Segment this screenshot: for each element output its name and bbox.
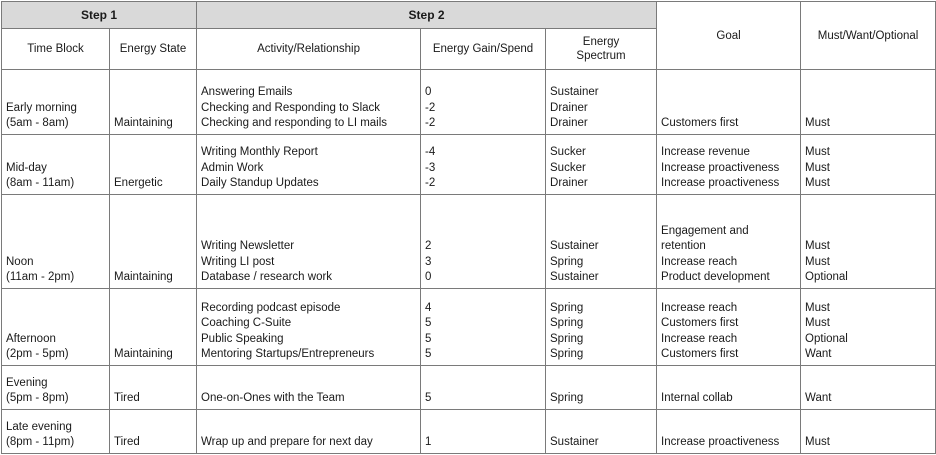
priority-cell [801,366,936,410]
time-block-cell [2,195,110,289]
energy-spectrum-cell [546,195,657,289]
priority-cell-line: Must [805,436,830,449]
table-row [2,410,936,454]
energy-gain-cell-line: 2 [425,240,432,253]
goal-header: Goal [657,2,801,70]
goal-cell-line: Customers first [661,348,739,361]
goal-cell-line: Increase reach [661,255,738,268]
energy-spectrum-cell-line: Spring [550,348,584,361]
time-block-cell-line: (8am - 11am) [6,177,75,190]
energy-gain-cell-line: 0 [425,86,432,99]
energy-state-cell-text: Maintaining [114,117,173,130]
priority-cell-line: Must [805,301,830,314]
energy-state-cell [110,366,197,410]
activity-cell-line: Writing LI post [201,255,275,268]
goal-cell-line: Increase proactiveness [661,177,780,190]
step-1-header: Step 1 [2,2,197,29]
energy-state-cell-text: Tired [114,392,140,405]
energy-gain-cell-line: 5 [425,332,432,345]
energy-state-cell [110,195,197,289]
activity-cell-line: Checking and responding to LI mails [201,117,388,130]
activity-cell-line: Writing Monthly Report [201,146,318,159]
energy-gain-cell-line: 5 [425,317,432,330]
priority-cell-line: Optional [805,271,848,284]
goal-cell-line: Customers first [661,317,739,330]
time-block-cell [2,70,110,135]
activity-cell [197,135,421,195]
energy-gain-cell-line: -2 [425,101,436,114]
energy-spectrum-cell-line: Drainer [550,177,588,190]
time-block-cell-line: Early morning [6,101,77,114]
time-block-cell-line: Mid-day [6,161,47,174]
time-block-cell-line: (5am - 8am) [6,117,69,130]
activity-header: Activity/Relationship [197,29,421,70]
activity-cell-line: Public Speaking [201,332,284,345]
energy-spectrum-cell-line: Spring [550,332,584,345]
priority-cell-line: Must [805,146,830,159]
energy-spectrum-cell-line: Sustainer [550,240,599,253]
goal-cell-line: Internal collab [661,392,733,405]
table-row [2,366,936,410]
priority-header: Must/Want/Optional [801,2,936,70]
activity-cell-line: Coaching C-Suite [201,317,292,330]
activity-cell-line: Answering Emails [201,86,293,99]
priority-cell-line: Want [805,392,832,405]
spectrum-header-line2: Spectrum [576,50,626,62]
time-block-cell-line: (5pm - 8pm) [6,392,69,405]
goal-cell [657,70,801,135]
activity-cell [197,195,421,289]
energy-state-cell-text: Maintaining [114,348,173,361]
goal-cell-line: retention [661,240,706,253]
time-block-cell [2,289,110,366]
energy-state-cell [110,410,197,454]
goal-cell-line: Product development [661,271,770,284]
activity-cell [197,70,421,135]
energy-spectrum-cell-line: Drainer [550,117,588,130]
goal-cell-line: Increase reach [661,301,738,314]
energy-gain-cell-line: 0 [425,271,432,284]
goal-cell [657,135,801,195]
goal-cell-line: Increase revenue [661,146,750,159]
priority-cell [801,70,936,135]
time-block-cell [2,135,110,195]
energy-state-cell [110,289,197,366]
goal-cell [657,289,801,366]
priority-cell [801,410,936,454]
energy-gain-cell-line: -2 [425,177,436,190]
energy-gain-cell-line: 5 [425,348,432,361]
activity-cell-line: One-on-Ones with the Team [201,392,345,405]
goal-cell [657,410,801,454]
energy-state-header: Energy State [110,29,197,70]
goal-cell-line: Increase proactiveness [661,436,780,449]
activity-cell-line: Recording podcast episode [201,301,341,314]
energy-gain-cell [421,70,546,135]
energy-spectrum-cell-line: Spring [550,317,584,330]
goal-cell-line: Engagement and [661,224,749,237]
activity-cell-line: Writing Newsletter [201,240,295,253]
activity-cell-line: Admin Work [201,161,264,174]
time-block-cell-line: Afternoon [6,332,56,345]
energy-spectrum-cell-line: Sustainer [550,436,599,449]
goal-cell-line: Customers first [661,117,739,130]
table-row [2,70,936,135]
time-block-cell-line: Late evening [6,420,72,433]
time-block-cell-line: (11am - 2pm) [6,271,75,284]
energy-gain-cell [421,195,546,289]
energy-gain-cell [421,289,546,366]
energy-gain-cell-line: 3 [425,255,432,268]
priority-cell-line: Want [805,348,832,361]
activity-cell-line: Wrap up and prepare for next day [201,436,373,449]
activity-cell-line: Database / research work [201,271,333,284]
energy-spectrum-cell-line: Sucker [550,146,586,159]
energy-spectrum-cell [546,366,657,410]
energy-state-cell [110,135,197,195]
priority-cell-line: Must [805,177,830,190]
goal-cell-line: Increase reach [661,332,738,345]
priority-cell-line: Must [805,240,830,253]
priority-cell-line: Must [805,117,830,130]
priority-cell [801,195,936,289]
priority-cell [801,289,936,366]
time-block-cell-line: (2pm - 5pm) [6,348,69,361]
step-2-header: Step 2 [197,2,657,29]
energy-spectrum-cell [546,410,657,454]
activity-cell-line: Daily Standup Updates [201,177,319,190]
activity-cell [197,289,421,366]
energy-spectrum-cell-line: Sustainer [550,271,599,284]
activity-cell-line: Mentoring Startups/Entrepreneurs [201,348,375,361]
energy-spectrum-cell-line: Spring [550,301,584,314]
energy-spectrum-cell-line: Sucker [550,161,586,174]
table-body [2,70,936,454]
energy-spectrum-header [546,29,657,70]
activity-cell-line: Checking and Responding to Slack [201,101,381,114]
activity-cell [197,366,421,410]
energy-state-cell-text: Energetic [114,177,163,190]
priority-cell-line: Must [805,317,830,330]
table-row [2,289,936,366]
energy-gain-cell [421,410,546,454]
table-row [2,195,936,289]
energy-gain-header: Energy Gain/Spend [421,29,546,70]
spectrum-header-line1: Energy [582,36,620,48]
energy-schedule-table [1,1,936,454]
energy-gain-cell-line: 4 [425,301,432,314]
energy-state-cell-text: Maintaining [114,271,173,284]
goal-cell-line: Increase proactiveness [661,161,780,174]
priority-cell-line: Optional [805,332,848,345]
energy-spectrum-cell-line: Spring [550,392,584,405]
energy-gain-cell [421,135,546,195]
energy-gain-cell-line: 1 [425,436,432,449]
time-block-cell [2,410,110,454]
goal-cell [657,195,801,289]
priority-cell [801,135,936,195]
time-block-cell-line: Evening [6,376,48,389]
energy-state-cell-text: Tired [114,436,140,449]
energy-spectrum-cell-line: Spring [550,255,584,268]
energy-gain-cell-line: -2 [425,117,436,130]
table-row [2,135,936,195]
time-block-header: Time Block [2,29,110,70]
energy-spectrum-cell-line: Drainer [550,101,588,114]
time-block-cell-line: Noon [6,255,34,268]
energy-gain-cell [421,366,546,410]
energy-spectrum-cell-line: Sustainer [550,86,599,99]
priority-cell-line: Must [805,255,830,268]
energy-gain-cell-line: -4 [425,146,436,159]
time-block-cell [2,366,110,410]
energy-spectrum-cell [546,135,657,195]
time-block-cell-line: (8pm - 11pm) [6,436,75,449]
energy-spectrum-cell [546,289,657,366]
energy-spectrum-cell [546,70,657,135]
priority-cell-line: Must [805,161,830,174]
goal-cell [657,366,801,410]
energy-gain-cell-line: 5 [425,392,432,405]
energy-gain-cell-line: -3 [425,161,436,174]
energy-state-cell [110,70,197,135]
activity-cell [197,410,421,454]
